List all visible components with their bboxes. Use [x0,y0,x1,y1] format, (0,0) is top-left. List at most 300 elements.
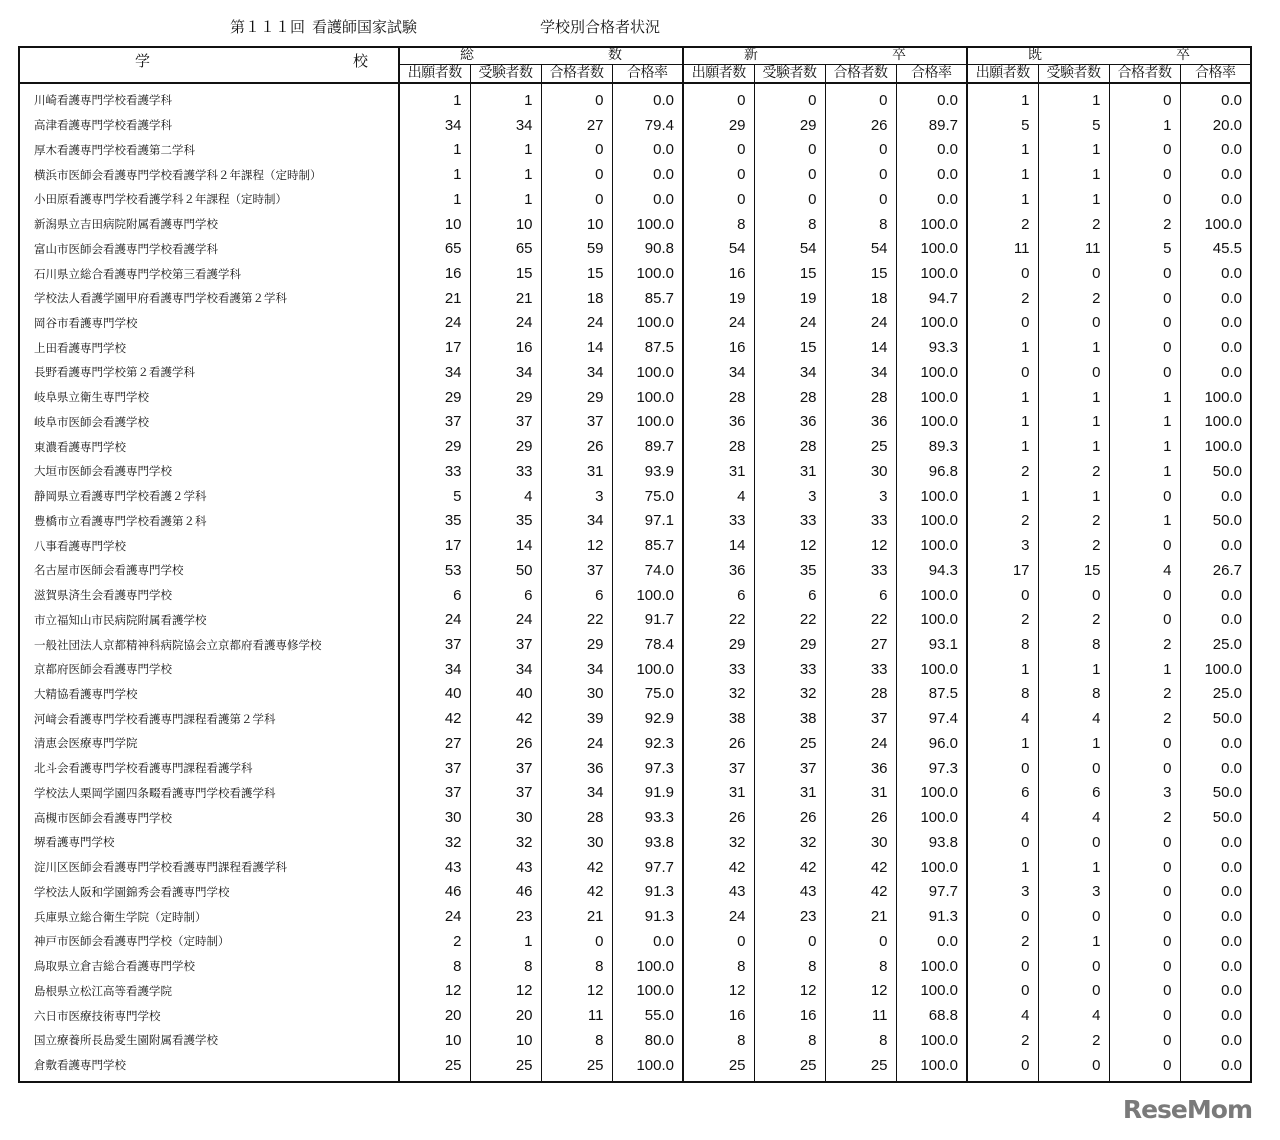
cell-past-applicants: 1 [967,657,1038,682]
cell-total-examinees: 42 [470,706,541,731]
cell-new-pass-rate: 0.0 [896,137,967,162]
cell-new-examinees: 8 [754,212,825,237]
school-name: 大精協看護専門学校 [19,682,399,707]
group-header-total [399,47,683,65]
cell-new-passers: 25 [825,434,896,459]
cell-new-pass-rate: 100.0 [896,607,967,632]
cell-new-applicants: 38 [683,706,754,731]
cell-past-applicants: 4 [967,706,1038,731]
cell-new-examinees: 19 [754,286,825,311]
cell-new-examinees: 8 [754,954,825,979]
table-row [19,830,1251,855]
cell-total-pass-rate: 55.0 [612,1003,683,1028]
cell-past-passers: 1 [1109,508,1180,533]
cell-new-examinees: 26 [754,805,825,830]
cell-new-passers: 31 [825,781,896,806]
cell-total-pass-rate: 100.0 [612,360,683,385]
cell-new-examinees: 23 [754,904,825,929]
cell-total-applicants: 16 [399,261,470,286]
cell-total-examinees: 15 [470,261,541,286]
cell-past-pass-rate: 0.0 [1180,855,1251,880]
cell-total-pass-rate: 100.0 [612,311,683,336]
cell-total-applicants: 1 [399,83,470,113]
cell-past-pass-rate: 0.0 [1180,954,1251,979]
cell-past-passers: 0 [1109,1053,1180,1083]
cell-new-examinees: 24 [754,311,825,336]
cell-past-applicants: 0 [967,1053,1038,1083]
cell-new-applicants: 16 [683,261,754,286]
cell-past-applicants: 1 [967,83,1038,113]
cell-past-pass-rate: 50.0 [1180,781,1251,806]
cell-total-passers: 18 [541,286,612,311]
cell-new-examinees: 8 [754,1028,825,1053]
cell-new-pass-rate: 100.0 [896,360,967,385]
cell-new-examinees: 16 [754,1003,825,1028]
cell-past-pass-rate: 100.0 [1180,434,1251,459]
cell-past-examinees: 5 [1038,113,1109,138]
cell-past-pass-rate: 0.0 [1180,484,1251,509]
cell-new-passers: 11 [825,1003,896,1028]
cell-total-passers: 8 [541,954,612,979]
cell-new-examinees: 0 [754,137,825,162]
table-row [19,978,1251,1003]
cell-total-examinees: 12 [470,978,541,1003]
cell-new-passers: 15 [825,261,896,286]
cell-total-passers: 15 [541,261,612,286]
cell-new-applicants: 31 [683,459,754,484]
cell-past-passers: 0 [1109,583,1180,608]
results-table [18,46,1252,1083]
cell-new-passers: 34 [825,360,896,385]
cell-new-passers: 42 [825,880,896,905]
cell-total-applicants: 8 [399,954,470,979]
cell-new-pass-rate: 100.0 [896,1028,967,1053]
cell-past-pass-rate: 0.0 [1180,286,1251,311]
cell-total-applicants: 24 [399,904,470,929]
cell-total-applicants: 33 [399,459,470,484]
cell-new-pass-rate: 100.0 [896,311,967,336]
cell-total-passers: 29 [541,632,612,657]
cell-past-applicants: 1 [967,434,1038,459]
cell-past-examinees: 0 [1038,583,1109,608]
cell-past-passers: 0 [1109,830,1180,855]
table-row [19,880,1251,905]
cell-total-examinees: 26 [470,731,541,756]
cell-new-passers: 12 [825,533,896,558]
cell-total-passers: 39 [541,706,612,731]
cell-past-passers: 0 [1109,162,1180,187]
school-name: 一般社団法人京都精神科病院協会立京都府看護専修学校 [19,632,399,657]
cell-total-applicants: 43 [399,855,470,880]
cell-total-pass-rate: 100.0 [612,583,683,608]
table-row [19,731,1251,756]
cell-past-applicants: 0 [967,360,1038,385]
cell-past-examinees: 0 [1038,360,1109,385]
cell-total-passers: 0 [541,137,612,162]
cell-total-applicants: 17 [399,335,470,360]
cell-new-examinees: 28 [754,385,825,410]
cell-new-pass-rate: 89.3 [896,434,967,459]
cell-past-passers: 3 [1109,781,1180,806]
table-row [19,137,1251,162]
column-header-examinees: 受験者数 [470,65,541,84]
cell-past-pass-rate: 20.0 [1180,113,1251,138]
table-row [19,706,1251,731]
cell-new-examinees: 15 [754,335,825,360]
cell-past-pass-rate: 100.0 [1180,385,1251,410]
cell-new-passers: 3 [825,484,896,509]
school-name: 上田看護専門学校 [19,335,399,360]
cell-total-pass-rate: 90.8 [612,236,683,261]
cell-new-examinees: 32 [754,682,825,707]
cell-past-pass-rate: 100.0 [1180,212,1251,237]
cell-past-passers: 0 [1109,1028,1180,1053]
cell-past-passers: 0 [1109,731,1180,756]
school-name: 堺看護専門学校 [19,830,399,855]
school-name: 北斗会看護専門学校看護専門課程看護学科 [19,756,399,781]
cell-new-pass-rate: 97.4 [896,706,967,731]
group-header-right: 数 [608,48,622,63]
cell-past-examinees: 4 [1038,706,1109,731]
cell-past-pass-rate: 0.0 [1180,830,1251,855]
cell-past-passers: 0 [1109,335,1180,360]
table-row [19,756,1251,781]
cell-past-pass-rate: 0.0 [1180,83,1251,113]
cell-past-applicants: 3 [967,533,1038,558]
cell-new-passers: 12 [825,978,896,1003]
cell-new-passers: 36 [825,410,896,435]
cell-past-pass-rate: 0.0 [1180,731,1251,756]
cell-past-examinees: 1 [1038,484,1109,509]
document-title: 学校別合格者状況 [540,20,661,36]
cell-total-pass-rate: 92.9 [612,706,683,731]
cell-total-examinees: 10 [470,1028,541,1053]
cell-past-pass-rate: 0.0 [1180,607,1251,632]
cell-past-applicants: 0 [967,830,1038,855]
school-name: 長野看護専門学校第２看護学科 [19,360,399,385]
cell-past-pass-rate: 100.0 [1180,410,1251,435]
cell-new-examinees: 54 [754,236,825,261]
cell-new-passers: 33 [825,657,896,682]
cell-new-passers: 22 [825,607,896,632]
cell-new-applicants: 8 [683,212,754,237]
column-header-examinees: 受験者数 [1038,65,1109,84]
cell-past-passers: 0 [1109,978,1180,1003]
cell-total-examinees: 34 [470,113,541,138]
cell-total-examinees: 43 [470,855,541,880]
cell-new-examinees: 31 [754,459,825,484]
cell-total-applicants: 1 [399,137,470,162]
cell-past-passers: 0 [1109,137,1180,162]
cell-total-pass-rate: 100.0 [612,261,683,286]
cell-past-passers: 0 [1109,360,1180,385]
cell-past-passers: 0 [1109,484,1180,509]
cell-new-applicants: 36 [683,558,754,583]
cell-past-examinees: 1 [1038,657,1109,682]
cell-total-examinees: 46 [470,880,541,905]
cell-total-passers: 34 [541,508,612,533]
cell-total-pass-rate: 100.0 [612,1053,683,1083]
cell-new-passers: 36 [825,756,896,781]
cell-total-applicants: 42 [399,706,470,731]
cell-new-pass-rate: 96.0 [896,731,967,756]
cell-past-examinees: 1 [1038,929,1109,954]
school-name: 滋賀県済生会看護専門学校 [19,583,399,608]
column-header-applicants: 出願者数 [399,65,470,84]
table-row [19,311,1251,336]
cell-new-passers: 26 [825,113,896,138]
cell-new-passers: 24 [825,311,896,336]
table-row [19,83,1251,113]
cell-new-applicants: 31 [683,781,754,806]
cell-new-pass-rate: 100.0 [896,781,967,806]
cell-past-passers: 5 [1109,236,1180,261]
cell-total-applicants: 40 [399,682,470,707]
cell-new-examinees: 12 [754,533,825,558]
cell-new-applicants: 37 [683,756,754,781]
school-name: 岐阜市医師会看護学校 [19,410,399,435]
cell-past-applicants: 1 [967,484,1038,509]
cell-past-examinees: 1 [1038,410,1109,435]
cell-new-applicants: 8 [683,954,754,979]
column-header-pass-rate: 合格率 [896,65,967,84]
school-name: 高津看護専門学校看護学科 [19,113,399,138]
table-row [19,385,1251,410]
cell-new-pass-rate: 97.3 [896,756,967,781]
cell-new-examinees: 3 [754,484,825,509]
cell-past-pass-rate: 0.0 [1180,1003,1251,1028]
table-row [19,533,1251,558]
cell-total-pass-rate: 85.7 [612,286,683,311]
table-row [19,558,1251,583]
cell-total-passers: 37 [541,558,612,583]
cell-new-examinees: 15 [754,261,825,286]
cell-past-pass-rate: 0.0 [1180,335,1251,360]
cell-total-pass-rate: 93.8 [612,830,683,855]
school-name: 横浜市医師会看護専門学校看護学科２年課程（定時制） [19,162,399,187]
cell-new-applicants: 33 [683,657,754,682]
column-header-applicants: 出願者数 [967,65,1038,84]
cell-past-examinees: 0 [1038,978,1109,1003]
cell-total-examinees: 34 [470,360,541,385]
column-header-examinees: 受験者数 [754,65,825,84]
cell-total-examinees: 10 [470,212,541,237]
exam-round: 第１１１回 [230,20,306,36]
cell-total-applicants: 34 [399,360,470,385]
table-row [19,607,1251,632]
cell-past-applicants: 1 [967,385,1038,410]
cell-new-examinees: 22 [754,607,825,632]
cell-total-applicants: 12 [399,978,470,1003]
cell-new-passers: 33 [825,508,896,533]
cell-new-applicants: 26 [683,805,754,830]
cell-new-examinees: 0 [754,929,825,954]
cell-past-applicants: 2 [967,1028,1038,1053]
school-column-header [19,47,399,83]
cell-total-passers: 30 [541,830,612,855]
school-name: 学校法人栗岡学園四条畷看護専門学校看護学科 [19,781,399,806]
cell-new-applicants: 43 [683,880,754,905]
cell-past-applicants: 0 [967,583,1038,608]
cell-total-applicants: 32 [399,830,470,855]
cell-new-examinees: 35 [754,558,825,583]
cell-new-passers: 0 [825,137,896,162]
school-name: 島根県立松江高等看護学院 [19,978,399,1003]
cell-new-passers: 14 [825,335,896,360]
cell-new-applicants: 36 [683,410,754,435]
cell-past-examinees: 2 [1038,533,1109,558]
cell-new-pass-rate: 87.5 [896,682,967,707]
cell-total-passers: 14 [541,335,612,360]
cell-total-examinees: 21 [470,286,541,311]
cell-total-examinees: 1 [470,83,541,113]
cell-new-examinees: 33 [754,508,825,533]
column-header-applicants: 出願者数 [683,65,754,84]
table-row [19,459,1251,484]
cell-new-applicants: 24 [683,311,754,336]
cell-total-examinees: 1 [470,137,541,162]
cell-total-passers: 12 [541,978,612,1003]
cell-total-examinees: 29 [470,434,541,459]
cell-new-examinees: 36 [754,410,825,435]
table-row [19,1053,1251,1083]
cell-past-applicants: 0 [967,756,1038,781]
cell-past-pass-rate: 0.0 [1180,187,1251,212]
column-header-passers: 合格者数 [1109,65,1180,84]
school-name: 市立福知山市民病院附属看護学校 [19,607,399,632]
cell-total-passers: 0 [541,83,612,113]
cell-new-examinees: 43 [754,880,825,905]
cell-new-applicants: 0 [683,83,754,113]
table-row [19,855,1251,880]
cell-past-applicants: 2 [967,286,1038,311]
cell-new-applicants: 25 [683,1053,754,1083]
school-name: 倉敷看護専門学校 [19,1053,399,1083]
cell-new-pass-rate: 0.0 [896,929,967,954]
cell-new-passers: 30 [825,830,896,855]
table-row [19,1003,1251,1028]
cell-total-pass-rate: 0.0 [612,929,683,954]
cell-total-applicants: 27 [399,731,470,756]
table-row [19,805,1251,830]
cell-total-pass-rate: 80.0 [612,1028,683,1053]
cell-total-passers: 42 [541,855,612,880]
cell-new-applicants: 22 [683,607,754,632]
cell-past-examinees: 0 [1038,756,1109,781]
school-name: 学校法人看護学園甲府看護専門学校看護第２学科 [19,286,399,311]
cell-total-pass-rate: 97.3 [612,756,683,781]
cell-past-pass-rate: 0.0 [1180,880,1251,905]
cell-new-passers: 21 [825,904,896,929]
cell-past-pass-rate: 0.0 [1180,1053,1251,1083]
cell-total-examinees: 1 [470,162,541,187]
cell-total-applicants: 37 [399,410,470,435]
cell-past-examinees: 0 [1038,261,1109,286]
cell-new-pass-rate: 100.0 [896,484,967,509]
cell-new-passers: 26 [825,805,896,830]
cell-total-examinees: 40 [470,682,541,707]
group-header-past-graduates [967,47,1251,65]
school-name: 六日市医療技術専門学校 [19,1003,399,1028]
cell-new-applicants: 33 [683,508,754,533]
cell-total-applicants: 35 [399,508,470,533]
cell-new-passers: 8 [825,1028,896,1053]
column-header-passers: 合格者数 [541,65,612,84]
cell-past-examinees: 0 [1038,311,1109,336]
cell-total-examinees: 32 [470,830,541,855]
cell-past-passers: 0 [1109,286,1180,311]
cell-past-passers: 0 [1109,533,1180,558]
cell-total-examinees: 24 [470,607,541,632]
school-name: 鳥取県立倉吉総合看護専門学校 [19,954,399,979]
cell-total-passers: 37 [541,410,612,435]
cell-new-examinees: 28 [754,434,825,459]
cell-total-examinees: 24 [470,311,541,336]
cell-past-pass-rate: 0.0 [1180,360,1251,385]
cell-new-applicants: 14 [683,533,754,558]
school-name: 静岡県立看護専門学校看護２学科 [19,484,399,509]
cell-total-applicants: 29 [399,385,470,410]
cell-new-pass-rate: 100.0 [896,533,967,558]
cell-new-passers: 0 [825,929,896,954]
cell-past-applicants: 1 [967,731,1038,756]
cell-total-examinees: 20 [470,1003,541,1028]
cell-total-passers: 0 [541,929,612,954]
cell-past-pass-rate: 50.0 [1180,706,1251,731]
cell-past-applicants: 17 [967,558,1038,583]
cell-total-passers: 10 [541,212,612,237]
cell-past-applicants: 0 [967,954,1038,979]
cell-past-applicants: 6 [967,781,1038,806]
cell-total-examinees: 4 [470,484,541,509]
cell-past-passers: 1 [1109,385,1180,410]
cell-past-applicants: 0 [967,904,1038,929]
school-name: 川崎看護専門学校看護学科 [19,83,399,113]
cell-total-applicants: 37 [399,632,470,657]
cell-past-applicants: 4 [967,805,1038,830]
cell-new-pass-rate: 100.0 [896,583,967,608]
cell-past-passers: 2 [1109,805,1180,830]
cell-total-applicants: 20 [399,1003,470,1028]
school-header-right: 校 [352,54,368,70]
cell-total-applicants: 21 [399,286,470,311]
cell-total-pass-rate: 93.9 [612,459,683,484]
cell-past-applicants: 1 [967,855,1038,880]
cell-total-pass-rate: 100.0 [612,657,683,682]
cell-past-applicants: 8 [967,682,1038,707]
table-row [19,261,1251,286]
cell-past-applicants: 2 [967,459,1038,484]
cell-total-passers: 21 [541,904,612,929]
cell-new-pass-rate: 97.7 [896,880,967,905]
cell-past-passers: 0 [1109,311,1180,336]
cell-total-examinees: 37 [470,756,541,781]
school-name: 名古屋市医師会看護専門学校 [19,558,399,583]
cell-past-pass-rate: 100.0 [1180,657,1251,682]
cell-past-examinees: 1 [1038,83,1109,113]
cell-new-applicants: 0 [683,137,754,162]
group-header-left: 総 [460,48,474,63]
cell-new-pass-rate: 100.0 [896,657,967,682]
cell-new-passers: 24 [825,731,896,756]
cell-new-passers: 25 [825,1053,896,1083]
cell-total-passers: 34 [541,360,612,385]
cell-past-examinees: 0 [1038,904,1109,929]
cell-past-pass-rate: 26.7 [1180,558,1251,583]
cell-past-passers: 0 [1109,880,1180,905]
cell-new-examinees: 33 [754,657,825,682]
cell-new-pass-rate: 100.0 [896,978,967,1003]
